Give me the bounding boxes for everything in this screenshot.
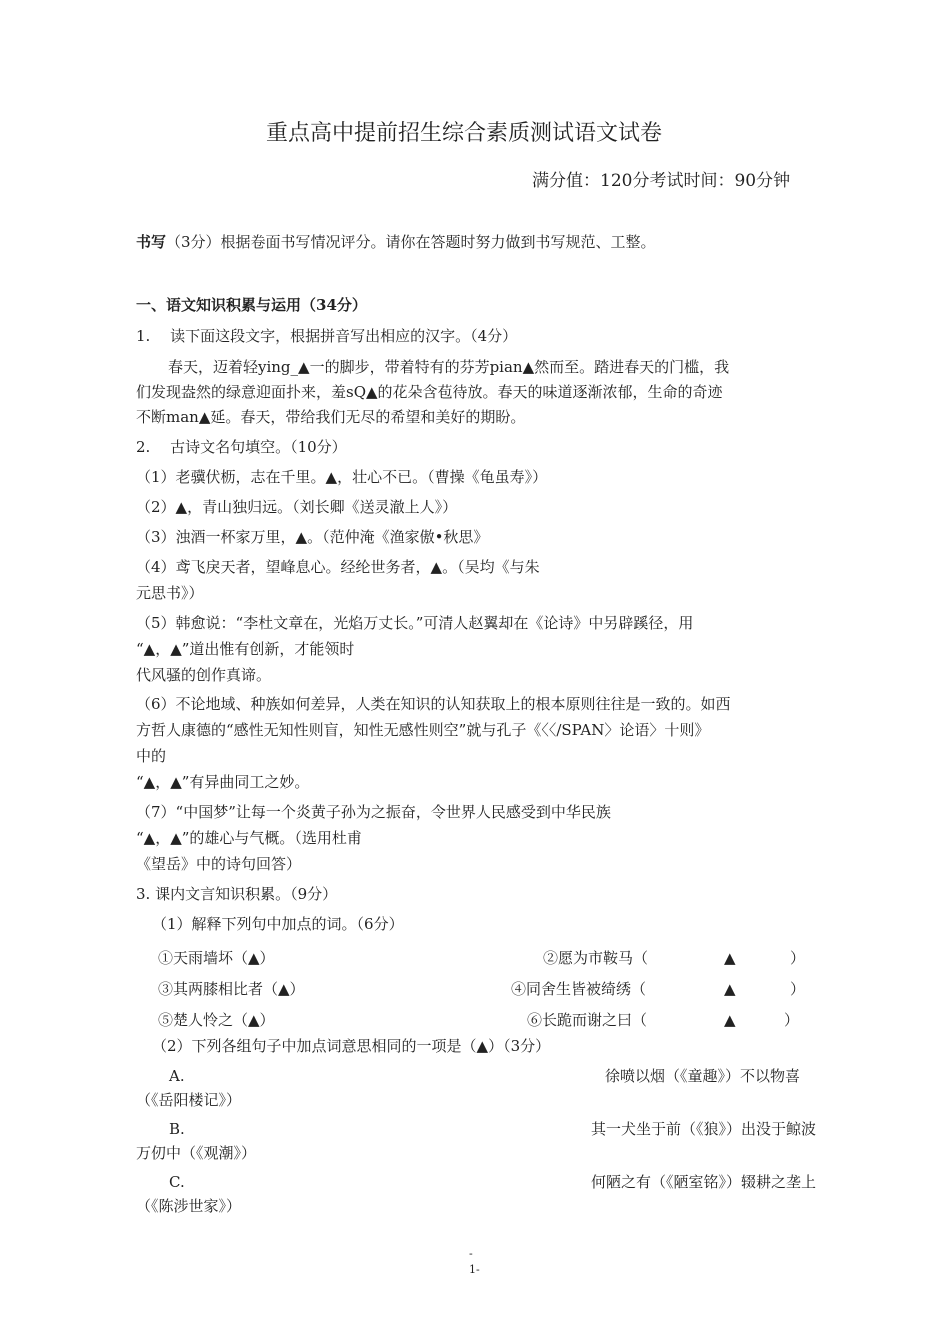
section-heading: 一、语文知识积累与运用（34分） [136, 296, 367, 314]
q2-item-6-cont: 方哲人康德的“感性无知性则盲，知性无感性则空”就与孔子《〈〈/SPAN〉论语〉十则》 [136, 721, 710, 739]
option-a-text: 徐喷以烟（《童趣》）不以物喜 [604, 1067, 800, 1085]
footer-dash: - [469, 1247, 473, 1260]
q2-item-5-cont: 代风骚的创作真谛。 [136, 666, 272, 684]
answer-marker: ▲ [724, 949, 736, 967]
option-c-text: 何陋之有（《陋室铭》）辍耕之垄上 [590, 1173, 816, 1191]
q2-item-7-cont: “▲，▲”的雄心与气概。（选用杜甫 [136, 829, 362, 847]
q1-paragraph-line: 不断man▲延。春天，带给我们无尽的希望和美好的期盼。 [136, 408, 526, 426]
word-item-1: ①天雨墙坏（▲） [158, 949, 275, 967]
q2-item-7: （7）“中国梦”让每一个炎黄子孙为之振奋，令世界人民感受到中华民族 [136, 803, 611, 821]
answer-close: ） [784, 1011, 800, 1029]
q3-stem: 3. 课内文言知识积累。（9分） [136, 885, 338, 903]
q1-paragraph-line: 们发现盎然的绿意迎面扑来，羞sQ▲的花朵含苞待放。春天的味道逐渐浓郁，生命的奇迹 [136, 383, 723, 401]
option-c-cont: （《陈涉世家》） [136, 1197, 242, 1215]
word-item-6: ⑥长跪而谢之曰（ [527, 1011, 648, 1029]
answer-marker: ▲ [724, 1011, 736, 1029]
exam-meta: 满分值：120分考试时间：90分钟 [532, 171, 791, 191]
q2-item-6: （6）不论地域、种族如何差异，人类在知识的认知获取上的根本原则往往是一致的。如西 [136, 695, 731, 713]
q3-sub-1: （1）解释下列句中加点的词。（6分） [152, 915, 404, 933]
writing-label: 书写 [136, 233, 167, 251]
q2-item-2: （2）▲，青山独归远。（刘长卿《送灵澈上人》） [136, 498, 458, 516]
word-item-2: ②愿为市鞍马（ [543, 949, 649, 967]
option-a-cont: （《岳阳楼记》） [136, 1091, 242, 1109]
q2-item-4: （4）鸢飞戾天者，望峰息心。经纶世务者，▲。（吴均《与朱 [136, 558, 540, 576]
option-c-label: C. [169, 1173, 185, 1191]
q3-sub-2: （2）下列各组句子中加点词意思相同的一项是（▲）（3分） [152, 1037, 551, 1055]
q2-item-5-cont: “▲，▲”道出惟有创新，才能领时 [136, 640, 355, 658]
word-item-3: ③其两膝相比者（▲） [158, 980, 305, 998]
q2-item-4-cont: 元思书》） [136, 584, 204, 602]
q2-item-6-cont: 中的 [136, 747, 167, 765]
q2-item-5: （5）韩愈说：“李杜文章在，光焰万丈长。”可清人赵翼却在《论诗》中另辟蹊径，用 [136, 614, 694, 632]
answer-close: ） [790, 980, 806, 998]
page-number: 1- [469, 1263, 480, 1276]
q1-stem: 1. 读下面这段文字，根据拼音写出相应的汉字。（4分） [136, 327, 518, 345]
option-b-cont: 万仞中（《观潮》） [136, 1144, 257, 1162]
q2-item-7-cont: 《望岳》中的诗句回答） [136, 855, 302, 873]
option-b-label: B. [169, 1120, 185, 1138]
option-b-text: 其一犬坐于前（《狼》）出没于鲸波 [590, 1120, 816, 1138]
word-item-5: ⑤楚人怜之（▲） [158, 1011, 275, 1029]
q2-item-3: （3）浊酒一杯家万里，▲。（范仲淹《渔家傲•秋思》 [136, 528, 489, 546]
answer-marker: ▲ [724, 980, 736, 998]
writing-line [136, 232, 656, 252]
word-item-4: ④同舍生皆被绮绣（ [511, 980, 647, 998]
q2-item-1: （1）老骥伏枥，志在千里。▲，壮心不已。（曹操《龟虽寿》） [136, 468, 548, 486]
q2-stem: 2. 古诗文名句填空。（10分） [136, 438, 347, 456]
writing-text: （3分）根据卷面书写情况评分。请你在答题时努力做到书写规范、工整。 [166, 233, 656, 251]
exam-title: 重点高中提前招生综合素质测试语文试卷 [266, 121, 663, 146]
option-a-label: A. [169, 1067, 185, 1085]
q1-paragraph-line: 春天，迈着轻ying_▲一的脚步，带着特有的芬芳pian▲然而至。踏进春天的门槛，我 [168, 358, 730, 376]
answer-close: ） [790, 949, 806, 967]
q2-item-6-cont: “▲，▲”有异曲同工之妙。 [136, 773, 310, 791]
